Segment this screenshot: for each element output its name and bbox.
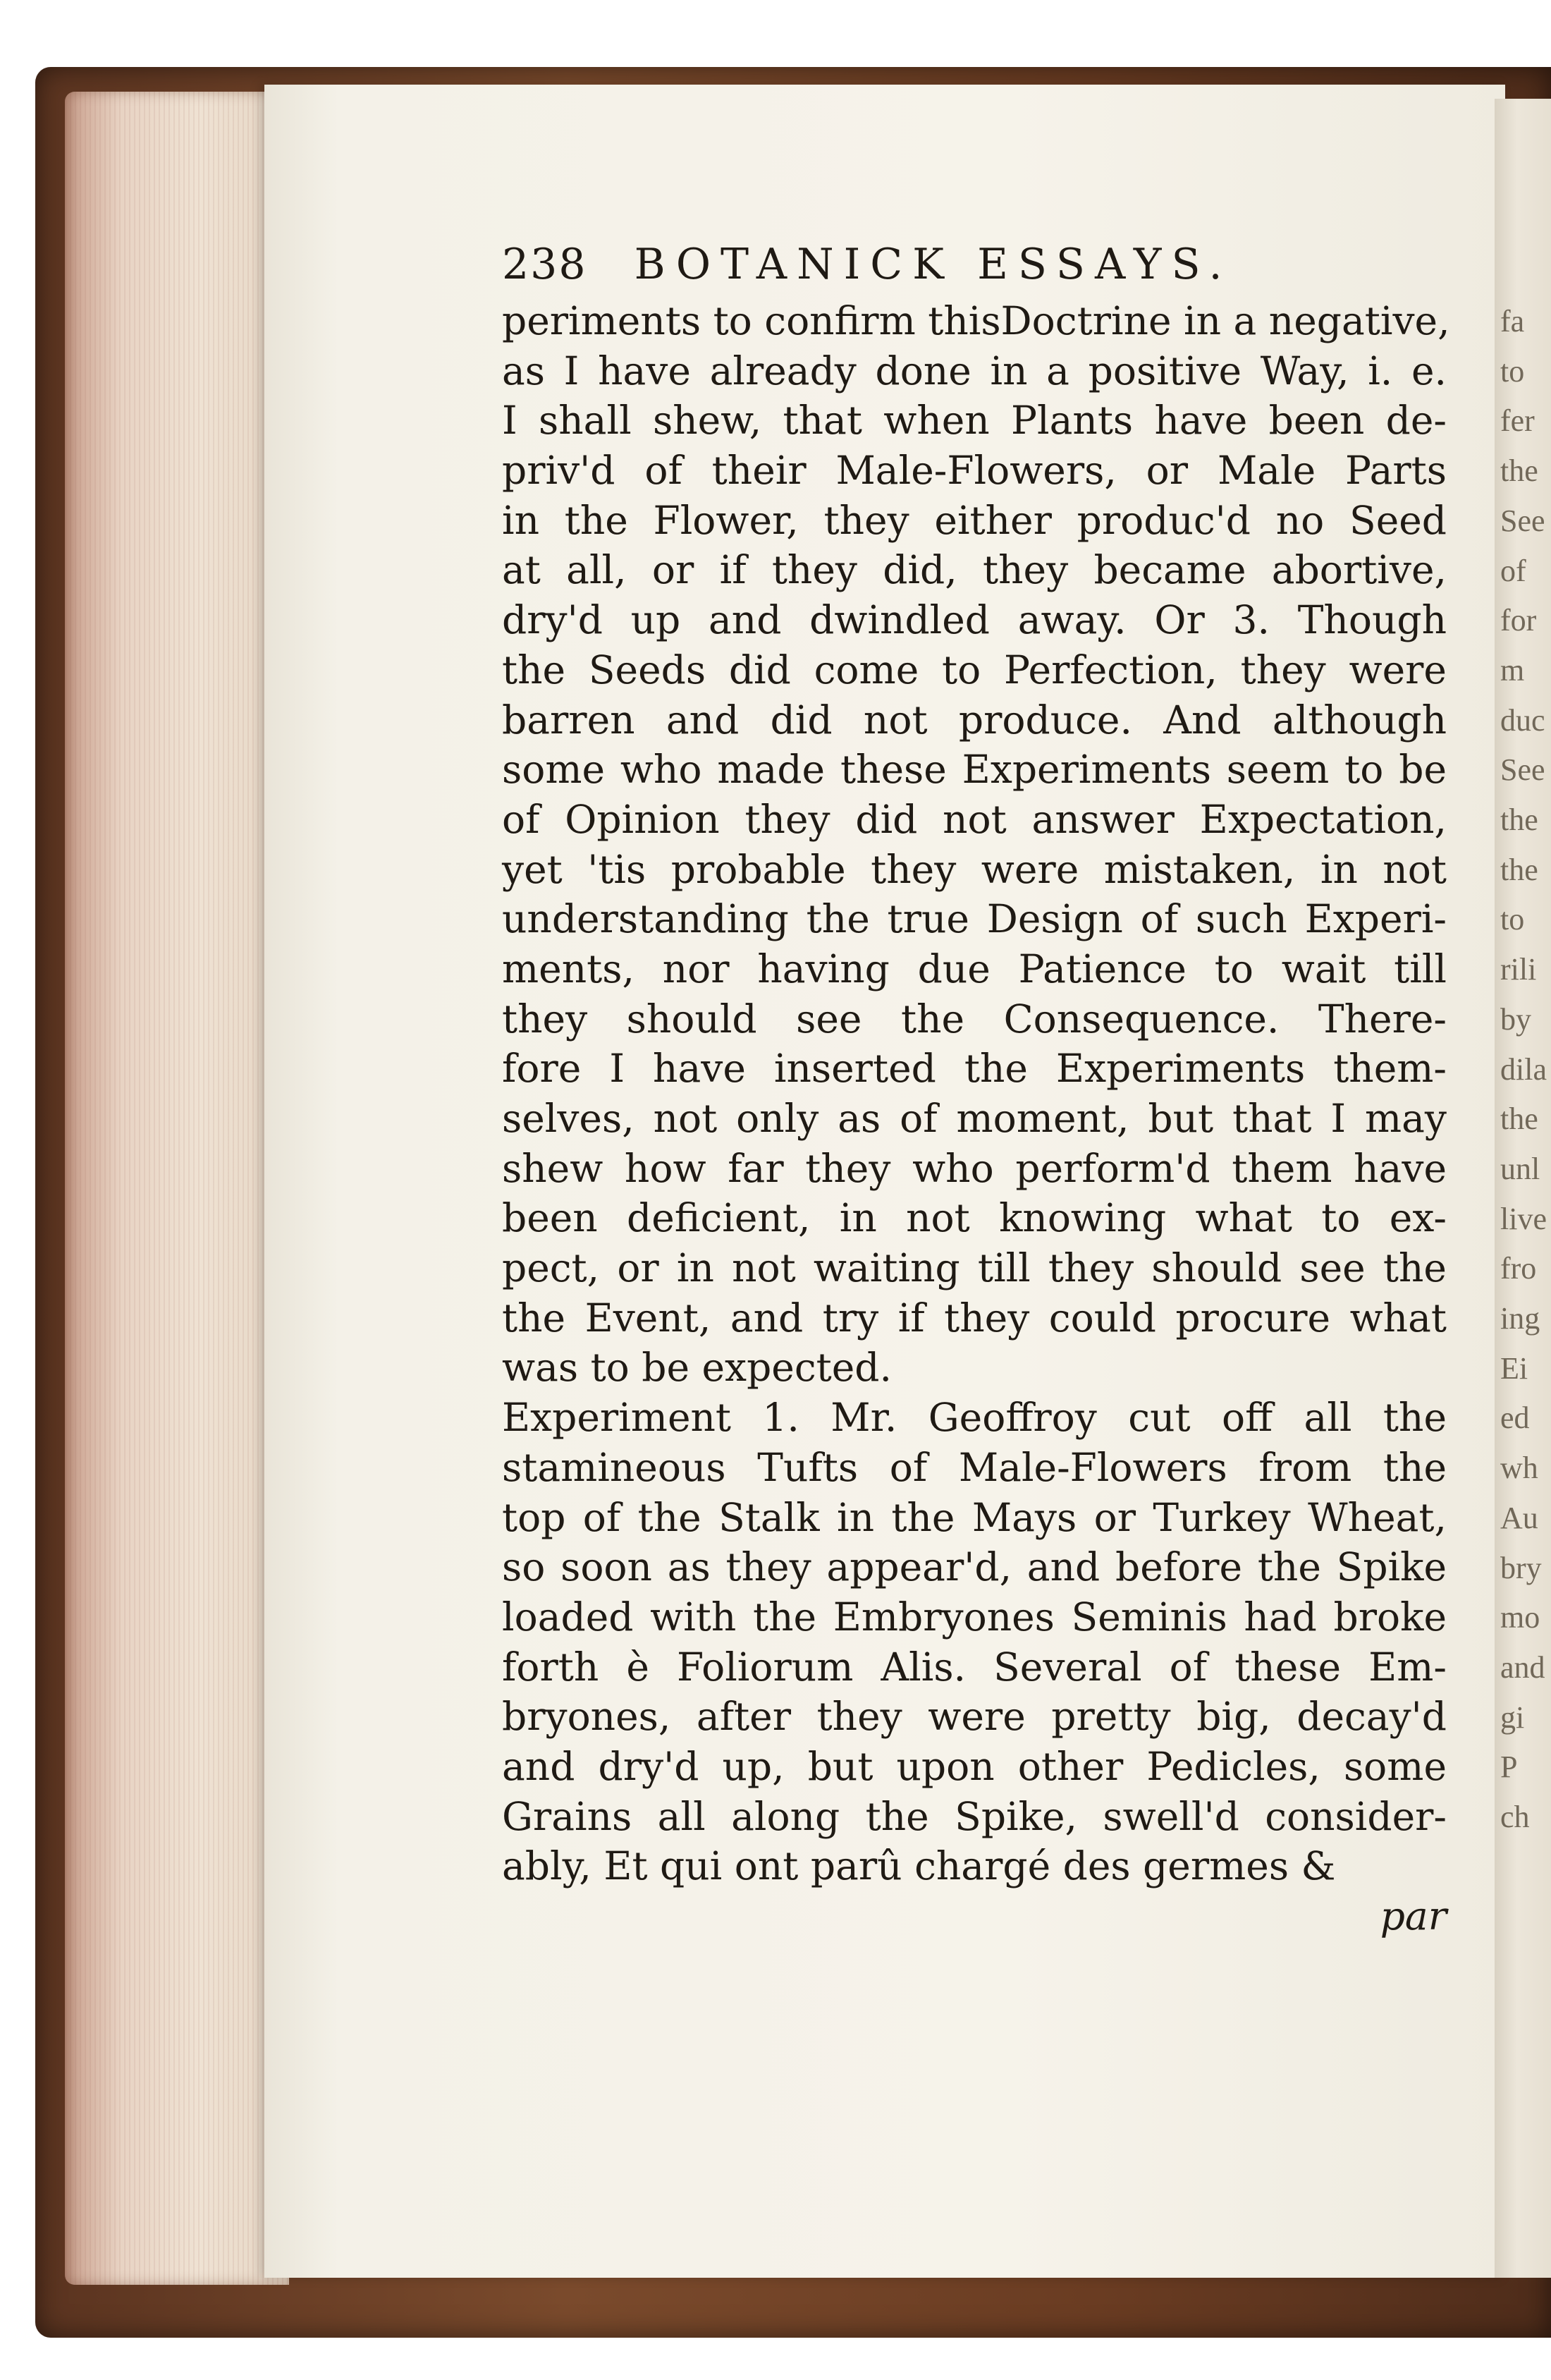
facing-page-fragment: duc: [1500, 702, 1545, 738]
facing-page-fragment: live: [1500, 1201, 1547, 1236]
text-line: fore I have inserted the Experiments them-: [502, 1046, 1447, 1092]
facing-page: [1495, 99, 1551, 2278]
text-line: some who made these Experiments seem to be: [502, 747, 1447, 793]
text-line: shew how far they who perform'd them have: [502, 1145, 1447, 1191]
text-line: ments, nor having due Patience to wait till: [502, 946, 1447, 991]
text-line: so soon as they appear'd, and before the Spike: [502, 1544, 1447, 1590]
facing-page-fragment: See: [1500, 503, 1545, 538]
text-block: [502, 233, 1450, 1941]
text-line: in the Flower, they either produc'd no Seed: [502, 497, 1447, 543]
text-line: the Seeds did come to Perfection, they were: [502, 647, 1447, 692]
text-line: stamineous Tufts of Male-Flowers from the: [502, 1444, 1447, 1490]
facing-page-fragment: and: [1500, 1649, 1545, 1685]
facing-page-fragment: m: [1500, 652, 1525, 688]
facing-page-fragment: rili: [1500, 952, 1537, 987]
text-line: yet 'tis probable they were mistaken, in not: [502, 846, 1447, 892]
facing-page-fragment: bry: [1500, 1550, 1542, 1585]
facing-page-fragment: ed: [1500, 1400, 1530, 1436]
page-number: 238: [502, 240, 587, 289]
facing-page-fragment: mo: [1500, 1600, 1540, 1635]
text-line: barren and did not produce. And although: [502, 697, 1447, 743]
text-line: top of the Stalk in the Mays or Turkey Wheat,: [502, 1494, 1447, 1540]
text-line: bryones, after they were pretty big, decay'd: [502, 1694, 1447, 1740]
text-line: pect, or in not waiting till they should see the: [502, 1245, 1447, 1291]
text-line: I shall shew, that when Plants have been de-: [502, 398, 1447, 444]
text-line: Grains all along the Spike, swell'd consider-: [502, 1793, 1447, 1839]
facing-page-fragment: See: [1500, 752, 1545, 788]
facing-page-fragment: unl: [1500, 1151, 1540, 1186]
text-line: dry'd up and dwindled away. Or 3. Though: [502, 597, 1447, 643]
facing-page-fragment: fer: [1500, 403, 1535, 439]
facing-page-fragment: Au: [1500, 1500, 1538, 1535]
running-header: [502, 233, 1447, 296]
facing-page-fragment: for: [1500, 603, 1537, 638]
text-line: of Opinion they did not answer Expectation,: [502, 796, 1447, 842]
facing-page-fragment: the: [1500, 803, 1538, 837]
facing-page-fragment: by: [1500, 1001, 1531, 1037]
facing-page-fragment: the: [1500, 1101, 1538, 1137]
text-line: they should see the Consequence. There-: [502, 996, 1447, 1042]
text-line: understanding the true Design of such Experi-: [502, 896, 1447, 942]
text-line: been deficient, in not knowing what to ex-: [502, 1195, 1447, 1241]
text-line: selves, not only as of moment, but that I may: [502, 1096, 1447, 1141]
facing-page-fragment: to: [1500, 353, 1525, 389]
facing-page-fragment: fro: [1500, 1251, 1537, 1286]
text-line: was to be expected.: [502, 1345, 892, 1391]
facing-page-fragment: Ei: [1500, 1350, 1528, 1386]
text-line: ably, Et qui ont parû chargé des germes &: [502, 1843, 1336, 1889]
text-line: at all, or if they did, they became abortive,: [502, 547, 1447, 593]
facing-page-fragment: dila: [1500, 1051, 1547, 1087]
facing-page-fragment: ch: [1500, 1800, 1530, 1834]
facing-page-fragment: to: [1500, 902, 1525, 937]
text-line: priv'd of their Male-Flowers, or Male Parts: [502, 448, 1447, 494]
facing-page-fragment: gi: [1500, 1699, 1525, 1735]
facing-page-fragment: wh: [1500, 1451, 1538, 1486]
text-line: Experiment 1. Mr. Geoffroy cut off all the: [502, 1395, 1447, 1441]
text-line: the Event, and try if they could procure what: [502, 1295, 1447, 1341]
text-line: and dry'd up, but upon other Pedicles, some: [502, 1743, 1447, 1789]
page-edges: [65, 92, 289, 2285]
text-line: periments to confirm thisDoctrine in a negative,: [502, 298, 1450, 343]
text-line: loaded with the Embryones Seminis had broke: [502, 1594, 1447, 1640]
facing-page-fragment: ing: [1500, 1301, 1540, 1336]
facing-page-fragment: the: [1500, 453, 1538, 489]
text-line: as I have already done in a positive Way, i. e.: [502, 348, 1447, 393]
facing-page-fragment: fa: [1500, 304, 1525, 338]
text-line: forth è Foliorum Alis. Several of these Em-: [502, 1644, 1447, 1690]
running-head-title: BOTANICK ESSAYS.: [634, 240, 1232, 289]
facing-page-fragment: of: [1500, 553, 1526, 588]
catchword: par: [1380, 1893, 1447, 1939]
facing-page-fragment: P: [1500, 1750, 1518, 1785]
body-text: [502, 296, 1450, 1891]
facing-page-fragment: the: [1500, 852, 1538, 887]
